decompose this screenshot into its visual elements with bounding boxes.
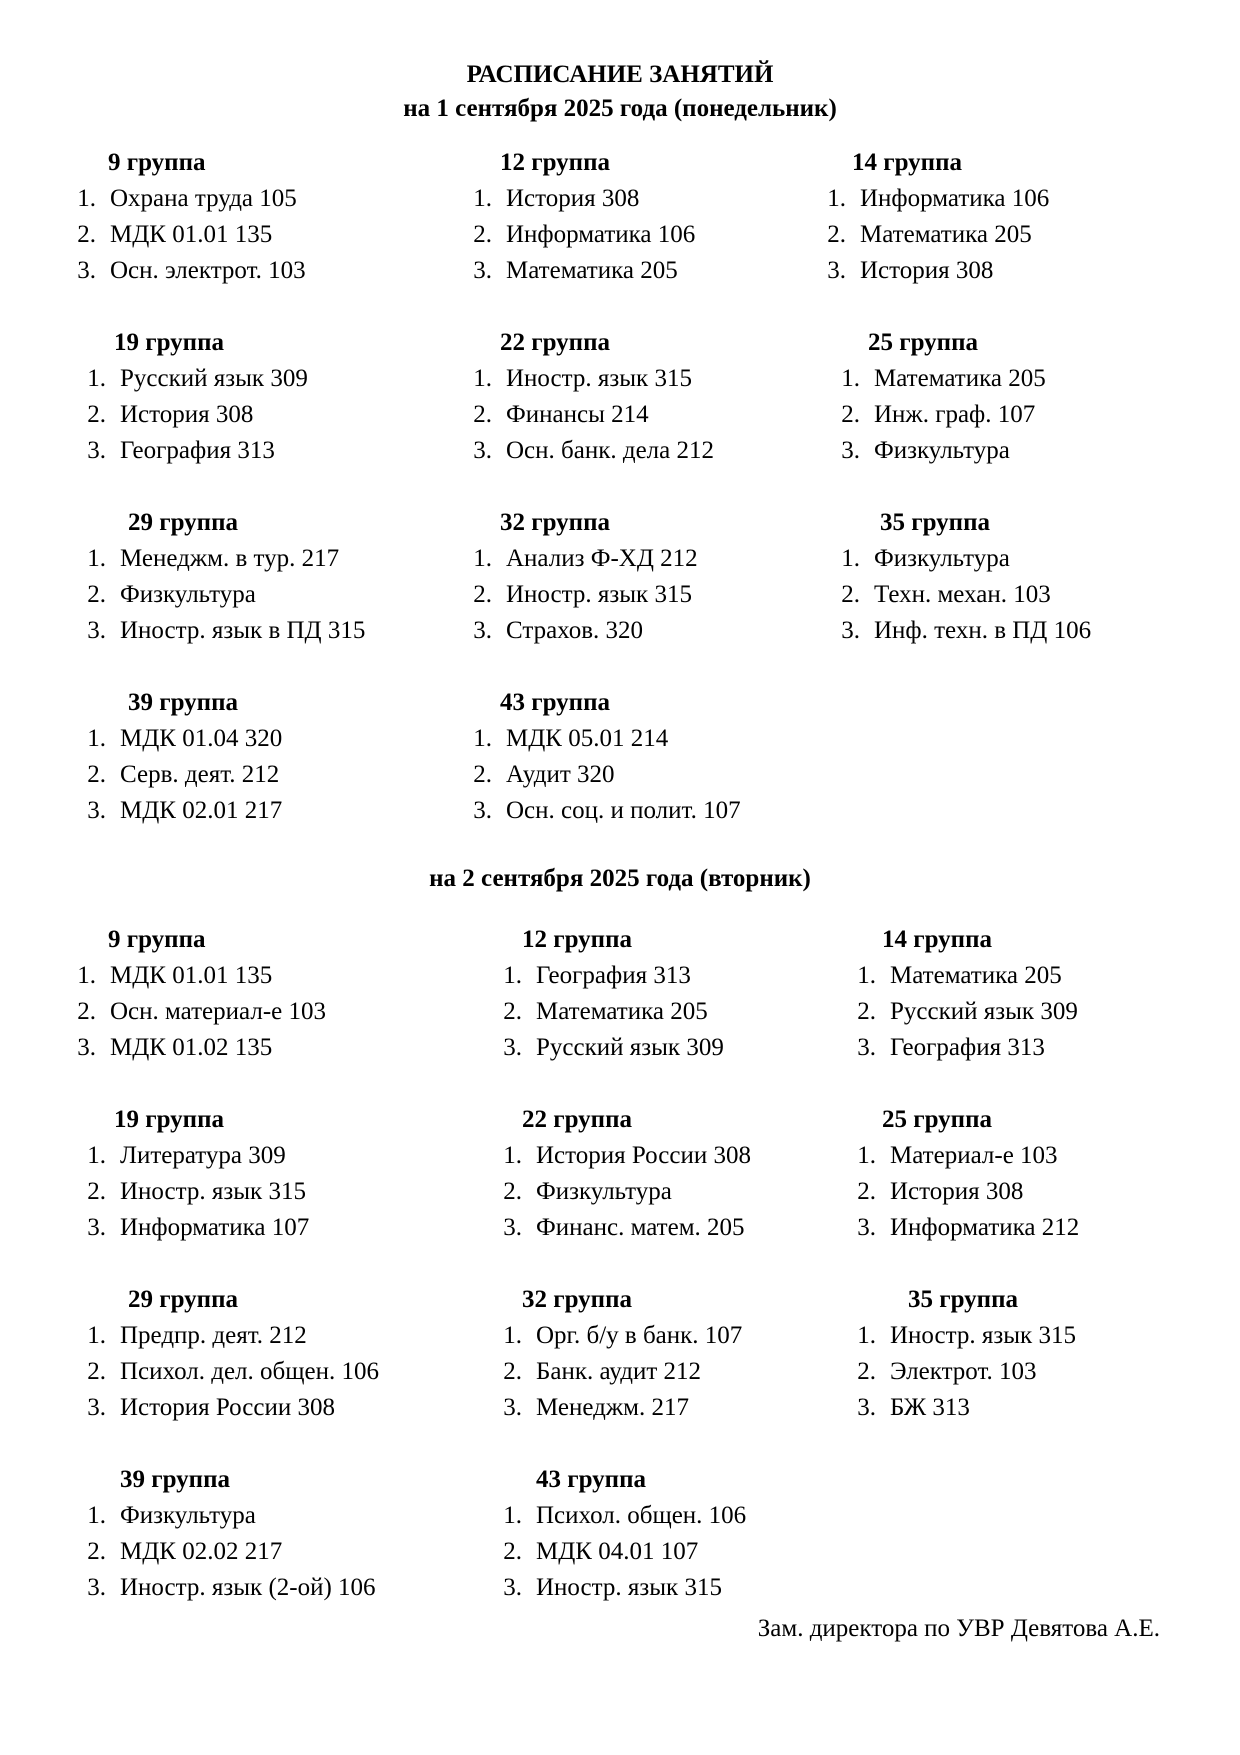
lesson-text: Аудит 320 (506, 761, 615, 788)
lesson-item (852, 1354, 1212, 1390)
lesson-item (852, 1174, 1212, 1210)
lesson-number: 3. (503, 1214, 522, 1241)
lesson-text: Русский язык 309 (890, 998, 1078, 1025)
lesson-number: 1. (77, 962, 96, 989)
lesson-number: 3. (473, 257, 492, 284)
group-title: 14 группа (852, 149, 962, 176)
lesson-item (82, 1318, 442, 1354)
lesson-text: Страхов. 320 (506, 617, 644, 644)
day2-group-block (852, 1282, 1212, 1426)
lesson-number: 2. (503, 1178, 522, 1205)
group-title: 12 группа (500, 149, 610, 176)
lesson-text: Инж. граф. 107 (874, 401, 1036, 428)
lesson-item (82, 1174, 442, 1210)
lesson-number: 1. (503, 962, 522, 989)
lesson-item (498, 1174, 858, 1210)
lesson-text: Менеджм. в тур. 217 (120, 545, 340, 572)
lesson-number: 3. (87, 797, 106, 824)
lesson-number: 1. (87, 725, 106, 752)
lesson-text: География 313 (536, 962, 691, 989)
lesson-text: Осн. соц. и полит. 107 (506, 797, 741, 824)
lesson-item (468, 577, 828, 613)
lesson-item (72, 958, 432, 994)
lesson-item (836, 577, 1196, 613)
lesson-text: Инф. техн. в ПД 106 (874, 617, 1092, 644)
lesson-number: 3. (857, 1394, 876, 1421)
lesson-item (498, 994, 858, 1030)
day1-group-block (82, 505, 442, 649)
day1-group-block (468, 505, 828, 649)
lesson-item (852, 1390, 1212, 1426)
lesson-number: 2. (77, 221, 96, 248)
lesson-item (852, 958, 1212, 994)
group-title: 14 группа (882, 926, 992, 953)
group-title: 25 группа (882, 1106, 992, 1133)
lesson-item (82, 757, 442, 793)
day2-group-block (82, 1282, 442, 1426)
lesson-number: 3. (87, 437, 106, 464)
lesson-text: Иностр. язык (2-ой) 106 (120, 1574, 376, 1601)
group-title: 19 группа (114, 329, 224, 356)
lesson-item (836, 541, 1196, 577)
lesson-item (822, 253, 1182, 289)
lesson-item (72, 1030, 432, 1066)
group-title: 35 группа (880, 509, 990, 536)
lesson-item (852, 1210, 1212, 1246)
lesson-item (468, 253, 828, 289)
group-title: 9 группа (108, 149, 206, 176)
lesson-text: Физкультура (120, 581, 256, 608)
group-title: 12 группа (522, 926, 632, 953)
lesson-item (468, 541, 828, 577)
lesson-number: 1. (473, 545, 492, 572)
lesson-number: 1. (503, 1322, 522, 1349)
lesson-text: Информатика 212 (890, 1214, 1080, 1241)
lesson-item (498, 1498, 858, 1534)
lesson-item (82, 361, 442, 397)
lesson-number: 2. (77, 998, 96, 1025)
lesson-item (72, 994, 432, 1030)
day1-group-block (82, 685, 442, 829)
lesson-text: География 313 (890, 1034, 1045, 1061)
lesson-item (468, 217, 828, 253)
group-title: 32 группа (500, 509, 610, 536)
lesson-item (468, 181, 828, 217)
lesson-item (82, 721, 442, 757)
lesson-item (498, 1138, 858, 1174)
lesson-text: История 308 (890, 1178, 1024, 1205)
lesson-number: 2. (473, 221, 492, 248)
lesson-text: Литература 309 (120, 1142, 286, 1169)
lesson-number: 1. (87, 545, 106, 572)
lesson-number: 3. (473, 437, 492, 464)
lesson-number: 3. (503, 1394, 522, 1421)
lesson-text: Физкультура (874, 437, 1010, 464)
lesson-item (468, 397, 828, 433)
lesson-text: Осн. материал-е 103 (110, 998, 326, 1025)
lesson-number: 2. (87, 1358, 106, 1385)
day1-group-block (468, 325, 828, 469)
lesson-item (498, 1534, 858, 1570)
lesson-item (82, 1354, 442, 1390)
day1-group-block (72, 145, 432, 289)
day1-group-block (82, 325, 442, 469)
lesson-number: 3. (77, 1034, 96, 1061)
lesson-number: 2. (841, 401, 860, 428)
day1-group-block (822, 145, 1182, 289)
lesson-text: Материал-е 103 (890, 1142, 1058, 1169)
lesson-number: 1. (87, 1142, 106, 1169)
lesson-number: 3. (87, 617, 106, 644)
lesson-text: Русский язык 309 (536, 1034, 724, 1061)
day1-group-block (836, 325, 1196, 469)
lesson-text: Математика 205 (874, 365, 1046, 392)
lesson-number: 3. (473, 797, 492, 824)
lesson-number: 2. (841, 581, 860, 608)
lesson-number: 1. (87, 1502, 106, 1529)
lesson-text: Иностр. язык 315 (120, 1178, 306, 1205)
group-title: 43 группа (500, 689, 610, 716)
lesson-item (72, 253, 432, 289)
lesson-item (82, 793, 442, 829)
lesson-item (468, 793, 828, 829)
lesson-number: 2. (87, 761, 106, 788)
group-title: 25 группа (868, 329, 978, 356)
lesson-text: МДК 05.01 214 (506, 725, 669, 752)
lesson-number: 3. (503, 1574, 522, 1601)
lesson-item (468, 361, 828, 397)
lesson-number: 1. (841, 545, 860, 572)
lesson-text: Информатика 107 (120, 1214, 310, 1241)
group-title: 32 группа (522, 1286, 632, 1313)
lesson-item (82, 577, 442, 613)
lesson-number: 3. (77, 257, 96, 284)
lesson-text: Финанс. матем. 205 (536, 1214, 745, 1241)
lesson-text: История 308 (506, 185, 640, 212)
group-title: 29 группа (128, 509, 238, 536)
lesson-number: 2. (87, 1178, 106, 1205)
lesson-number: 3. (857, 1214, 876, 1241)
lesson-text: Информатика 106 (506, 221, 696, 248)
day2-group-block (82, 1462, 442, 1606)
lesson-number: 1. (857, 1322, 876, 1349)
lesson-item (468, 433, 828, 469)
lesson-text: МДК 02.01 217 (120, 797, 283, 824)
lesson-item (498, 1354, 858, 1390)
lesson-item (72, 217, 432, 253)
lesson-number: 3. (841, 437, 860, 464)
lesson-number: 3. (857, 1034, 876, 1061)
day1-group-block (836, 505, 1196, 649)
lesson-number: 1. (473, 185, 492, 212)
lesson-number: 3. (87, 1394, 106, 1421)
day2-group-block (852, 922, 1212, 1066)
group-title: 39 группа (120, 1466, 230, 1493)
lesson-item (836, 397, 1196, 433)
group-title: 22 группа (522, 1106, 632, 1133)
lesson-text: Психол. дел. общен. 106 (120, 1358, 379, 1385)
day2-heading: на 2 сентября 2025 года (вторник) (429, 865, 811, 892)
lesson-text: Математика 205 (860, 221, 1032, 248)
lesson-text: Предпр. деят. 212 (120, 1322, 307, 1349)
lesson-number: 2. (473, 401, 492, 428)
lesson-text: Банк. аудит 212 (536, 1358, 702, 1385)
lesson-item (82, 1570, 442, 1606)
lesson-text: Иностр. язык 315 (536, 1574, 722, 1601)
lesson-text: БЖ 313 (890, 1394, 970, 1421)
lesson-number: 2. (87, 401, 106, 428)
lesson-number: 2. (503, 1538, 522, 1565)
lesson-number: 1. (87, 1322, 106, 1349)
day2-group-block (498, 1102, 858, 1246)
lesson-number: 1. (473, 365, 492, 392)
lesson-number: 1. (857, 962, 876, 989)
lesson-item (82, 397, 442, 433)
lesson-text: Психол. общен. 106 (536, 1502, 747, 1529)
lesson-text: Осн. банк. дела 212 (506, 437, 715, 464)
lesson-text: Иностр. язык 315 (506, 365, 692, 392)
lesson-item (836, 433, 1196, 469)
lesson-number: 2. (857, 998, 876, 1025)
lesson-item (82, 1534, 442, 1570)
lesson-item (82, 1138, 442, 1174)
lesson-number: 2. (503, 1358, 522, 1385)
group-title: 39 группа (128, 689, 238, 716)
group-title: 9 группа (108, 926, 206, 953)
lesson-item (852, 1030, 1212, 1066)
lesson-text: География 313 (120, 437, 275, 464)
lesson-number: 3. (841, 617, 860, 644)
lesson-number: 3. (87, 1574, 106, 1601)
lesson-text: Физкультура (536, 1178, 672, 1205)
lesson-number: 2. (473, 761, 492, 788)
lesson-item (82, 1210, 442, 1246)
lesson-item (468, 613, 828, 649)
lesson-item (82, 613, 442, 649)
day1-heading: на 1 сентября 2025 года (понедельник) (403, 95, 837, 122)
lesson-text: Серв. деят. 212 (120, 761, 280, 788)
lesson-text: Электрот. 103 (890, 1358, 1037, 1385)
lesson-item (82, 433, 442, 469)
day2-group-block (498, 1462, 858, 1606)
lesson-item (82, 1390, 442, 1426)
group-title: 22 группа (500, 329, 610, 356)
lesson-text: Анализ Ф-ХД 212 (506, 545, 698, 572)
lesson-text: История России 308 (120, 1394, 335, 1421)
lesson-number: 2. (87, 581, 106, 608)
lesson-item (822, 181, 1182, 217)
lesson-item (498, 1030, 858, 1066)
lesson-item (852, 994, 1212, 1030)
lesson-item (82, 541, 442, 577)
lesson-number: 2. (503, 998, 522, 1025)
lesson-text: МДК 01.01 135 (110, 221, 273, 248)
lesson-text: История 308 (860, 257, 994, 284)
lesson-text: Русский язык 309 (120, 365, 308, 392)
group-title: 43 группа (536, 1466, 646, 1493)
lesson-number: 1. (827, 185, 846, 212)
lesson-text: Иностр. язык 315 (890, 1322, 1076, 1349)
lesson-text: Физкультура (120, 1502, 256, 1529)
lesson-text: Математика 205 (536, 998, 708, 1025)
day1-group-block (468, 145, 828, 289)
lesson-item (498, 958, 858, 994)
lesson-number: 1. (503, 1502, 522, 1529)
lesson-text: Финансы 214 (506, 401, 649, 428)
lesson-text: Техн. механ. 103 (874, 581, 1051, 608)
lesson-item (852, 1318, 1212, 1354)
day2-group-block (852, 1102, 1212, 1246)
lesson-text: МДК 04.01 107 (536, 1538, 699, 1565)
lesson-item (468, 721, 828, 757)
schedule-title: РАСПИСАНИЕ ЗАНЯТИЙ (466, 61, 774, 88)
lesson-item (498, 1318, 858, 1354)
group-title: 35 группа (908, 1286, 1018, 1313)
lesson-text: Математика 205 (506, 257, 678, 284)
lesson-text: Охрана труда 105 (110, 185, 297, 212)
lesson-text: Менеджм. 217 (536, 1394, 689, 1421)
lesson-number: 3. (503, 1034, 522, 1061)
lesson-text: Физкультура (874, 545, 1010, 572)
lesson-item (822, 217, 1182, 253)
signature: Зам. директора по УВР Девятова А.Е. (757, 1615, 1160, 1642)
lesson-number: 2. (857, 1358, 876, 1385)
lesson-text: МДК 01.04 320 (120, 725, 283, 752)
lesson-item (468, 757, 828, 793)
lesson-number: 1. (77, 185, 96, 212)
lesson-number: 3. (827, 257, 846, 284)
lesson-item (498, 1390, 858, 1426)
lesson-item (836, 613, 1196, 649)
lesson-item (498, 1210, 858, 1246)
lesson-item (836, 361, 1196, 397)
lesson-item (72, 181, 432, 217)
lesson-number: 2. (827, 221, 846, 248)
lesson-number: 3. (473, 617, 492, 644)
lesson-number: 1. (473, 725, 492, 752)
lesson-text: МДК 02.02 217 (120, 1538, 283, 1565)
lesson-number: 1. (841, 365, 860, 392)
lesson-text: МДК 01.01 135 (110, 962, 273, 989)
lesson-number: 3. (87, 1214, 106, 1241)
lesson-text: МДК 01.02 135 (110, 1034, 273, 1061)
day2-group-block (72, 922, 432, 1066)
day2-group-block (498, 922, 858, 1066)
lesson-number: 1. (503, 1142, 522, 1169)
day2-group-block (498, 1282, 858, 1426)
lesson-text: Орг. б/у в банк. 107 (536, 1322, 743, 1349)
lesson-text: Иностр. язык в ПД 315 (120, 617, 366, 644)
lesson-text: История России 308 (536, 1142, 751, 1169)
lesson-number: 1. (857, 1142, 876, 1169)
lesson-text: Информатика 106 (860, 185, 1050, 212)
group-title: 19 группа (114, 1106, 224, 1133)
lesson-text: Математика 205 (890, 962, 1062, 989)
group-title: 29 группа (128, 1286, 238, 1313)
lesson-number: 2. (87, 1538, 106, 1565)
lesson-item (852, 1138, 1212, 1174)
lesson-number: 1. (87, 365, 106, 392)
lesson-item (498, 1570, 858, 1606)
lesson-text: Иностр. язык 315 (506, 581, 692, 608)
day2-group-block (82, 1102, 442, 1246)
lesson-number: 2. (857, 1178, 876, 1205)
lesson-text: Осн. электрот. 103 (110, 257, 306, 284)
lesson-item (82, 1498, 442, 1534)
lesson-text: История 308 (120, 401, 254, 428)
day1-group-block (468, 685, 828, 829)
lesson-number: 2. (473, 581, 492, 608)
